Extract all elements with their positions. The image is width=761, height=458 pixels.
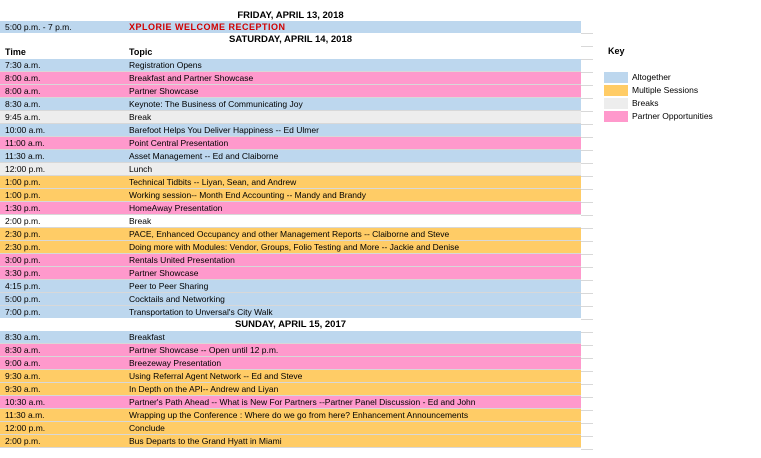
topic-cell[interactable]: HomeAway Presentation — [129, 203, 223, 213]
grid-cell[interactable] — [581, 346, 593, 359]
time-cell[interactable]: 2:00 p.m. — [5, 216, 41, 226]
topic-cell[interactable]: Cocktails and Networking — [129, 294, 225, 304]
time-cell[interactable]: 12:00 p.m. — [5, 423, 46, 433]
time-cell[interactable]: 2:30 p.m. — [5, 242, 41, 252]
key-swatch — [604, 85, 628, 96]
table-row[interactable] — [0, 331, 581, 344]
key-title[interactable]: Key — [608, 46, 625, 56]
topic-cell[interactable]: Conclude — [129, 423, 165, 433]
time-cell[interactable]: 8:30 a.m. — [5, 345, 41, 355]
time-cell[interactable]: 9:45 a.m. — [5, 112, 41, 122]
table-row[interactable] — [0, 72, 581, 85]
grid-cell[interactable] — [581, 320, 593, 333]
table-row[interactable] — [0, 98, 581, 111]
grid-cell[interactable] — [581, 281, 593, 294]
topic-cell[interactable]: Barefoot Helps You Deliver Happiness -- Ed Ulmer — [129, 125, 319, 135]
table-row[interactable] — [0, 59, 581, 72]
grid-cell[interactable] — [581, 294, 593, 307]
grid-cell[interactable] — [581, 242, 593, 255]
time-cell[interactable]: 2:30 p.m. — [5, 229, 41, 239]
table-row[interactable] — [0, 383, 581, 396]
table-row[interactable] — [0, 137, 581, 150]
time-cell[interactable]: 9:00 a.m. — [5, 358, 41, 368]
grid-cell[interactable] — [581, 112, 593, 125]
time-cell[interactable]: 10:30 a.m. — [5, 397, 46, 407]
grid-cell[interactable] — [581, 216, 593, 229]
time-cell[interactable]: 12:00 p.m. — [5, 164, 46, 174]
grid-cell[interactable] — [581, 424, 593, 437]
topic-cell[interactable]: Partner Showcase — [129, 86, 199, 96]
key-label: Altogether — [632, 72, 671, 82]
topic-cell[interactable]: Partner's Path Ahead -- What is New For Partners --Partner Panel Discussion - Ed and John — [129, 397, 476, 407]
topic-cell[interactable]: Break — [129, 112, 152, 122]
key-item[interactable] — [604, 71, 754, 84]
table-row[interactable] — [0, 344, 581, 357]
topic-cell[interactable]: Peer to Peer Sharing — [129, 281, 209, 291]
table-row[interactable] — [0, 228, 581, 241]
grid-cell[interactable] — [581, 307, 593, 320]
day-header-saturday[interactable]: SATURDAY, APRIL 14, 2018 — [0, 33, 581, 46]
time-cell[interactable]: 4:15 p.m. — [5, 281, 41, 291]
table-row[interactable] — [0, 396, 581, 409]
time-cell[interactable]: 3:00 p.m. — [5, 255, 41, 265]
topic-cell[interactable]: Registration Opens — [129, 60, 202, 70]
topic-cell[interactable]: Doing more with Modules: Vendor, Groups, Folio Testing and More -- Jackie and Denise — [129, 242, 460, 252]
grid-cell[interactable] — [581, 398, 593, 411]
time-cell[interactable]: 1:30 p.m. — [5, 203, 41, 213]
table-row[interactable] — [0, 241, 581, 254]
topic-cell[interactable]: Rentals United Presentation — [129, 255, 235, 265]
topic-cell[interactable]: Partner Showcase -- Open until 12 p.m. — [129, 345, 279, 355]
time-cell[interactable]: 8:00 a.m. — [5, 86, 41, 96]
time-cell[interactable]: 7:30 a.m. — [5, 60, 41, 70]
time-cell[interactable]: 3:30 p.m. — [5, 268, 41, 278]
table-row[interactable] — [0, 124, 581, 137]
grid-cell[interactable] — [581, 385, 593, 398]
time-cell[interactable]: 11:30 a.m. — [5, 151, 45, 161]
table-row[interactable] — [0, 267, 581, 280]
topic-cell[interactable]: Technical Tidbits -- Liyan, Sean, and Andrew — [129, 177, 297, 187]
blank-area — [581, 0, 761, 9]
table-row[interactable] — [0, 85, 581, 98]
grid-cell[interactable] — [581, 190, 593, 203]
key-label: Breaks — [632, 98, 659, 108]
key-label: Multiple Sessions — [632, 85, 699, 95]
grid-cell[interactable] — [581, 60, 593, 73]
column-header-time[interactable]: Time — [5, 47, 26, 57]
table-row[interactable] — [0, 111, 581, 124]
time-cell[interactable]: 7:00 p.m. — [5, 307, 41, 317]
grid-cell[interactable] — [581, 99, 593, 112]
table-row[interactable] — [0, 163, 581, 176]
day-header-sunday[interactable]: SUNDAY, APRIL 15, 2017 — [0, 318, 581, 331]
topic-cell[interactable]: Breezeway Presentation — [129, 358, 222, 368]
time-cell[interactable]: 9:30 a.m. — [5, 384, 41, 394]
table-row[interactable] — [0, 189, 581, 202]
grid-cell[interactable] — [581, 21, 593, 34]
key-item[interactable] — [604, 97, 754, 110]
topic-cell[interactable]: Working session-- Month End Accounting -- Mandy and Brandy — [129, 190, 367, 200]
table-row[interactable] — [0, 435, 581, 448]
grid-cell[interactable] — [581, 47, 593, 60]
key-label: Partner Opportunities — [632, 111, 713, 121]
time-cell[interactable]: 10:00 a.m. — [5, 125, 46, 135]
grid-cell[interactable] — [581, 86, 593, 99]
topic-cell[interactable]: Using Referral Agent Network -- Ed and Steve — [129, 371, 303, 381]
topic-cell[interactable]: Break — [129, 216, 152, 226]
grid-cell[interactable] — [581, 73, 593, 86]
topic-cell[interactable]: Point Central Presentation — [129, 138, 229, 148]
table-row[interactable] — [0, 280, 581, 293]
time-cell[interactable]: 5:00 p.m. — [5, 294, 41, 304]
column-header-row — [0, 46, 581, 59]
time-cell[interactable]: 2:00 p.m. — [5, 436, 41, 446]
topic-cell[interactable]: Partner Showcase — [129, 268, 199, 278]
table-row[interactable] — [0, 370, 581, 383]
topic-cell[interactable]: Asset Management -- Ed and Claiborne — [129, 151, 279, 161]
table-row[interactable] — [0, 293, 581, 306]
topic-cell[interactable]: Bus Departs to the Grand Hyatt in Miami — [129, 436, 282, 446]
time-cell[interactable]: 9:30 a.m. — [5, 371, 41, 381]
grid-cell[interactable] — [581, 151, 593, 164]
topic-cell[interactable]: Wrapping up the Conference : Where do we go from here? Enhancement Announcements — [129, 410, 469, 420]
table-row[interactable] — [0, 422, 581, 435]
grid-cell[interactable] — [581, 268, 593, 281]
time-cell[interactable]: 8:30 a.m. — [5, 99, 41, 109]
grid-cell[interactable] — [581, 34, 593, 47]
table-row[interactable] — [0, 254, 581, 267]
table-row[interactable] — [0, 409, 581, 422]
table-row[interactable] — [0, 215, 581, 228]
time-cell[interactable]: 11:30 a.m. — [5, 410, 45, 420]
grid-cell[interactable] — [581, 359, 593, 372]
time-cell[interactable]: 8:30 a.m. — [5, 332, 41, 342]
key-swatch — [604, 72, 628, 83]
table-row[interactable] — [0, 176, 581, 189]
grid-cell[interactable] — [581, 125, 593, 138]
table-row[interactable] — [0, 150, 581, 163]
grid-cell[interactable] — [581, 138, 593, 151]
table-row[interactable] — [0, 202, 581, 215]
grid-cell[interactable] — [581, 372, 593, 385]
topic-cell[interactable]: In Depth on the API-- Andrew and Liyan — [129, 384, 279, 394]
time-cell[interactable]: 1:00 p.m. — [5, 190, 41, 200]
grid-cell[interactable] — [581, 177, 593, 190]
grid-cell[interactable] — [581, 255, 593, 268]
key-item[interactable] — [604, 110, 754, 123]
topic-cell[interactable]: Breakfast and Partner Showcase — [129, 73, 254, 83]
grid-cell[interactable] — [581, 333, 593, 346]
topic-cell[interactable]: Transportation to Unversal's City Walk — [129, 307, 273, 317]
grid-cell[interactable] — [581, 411, 593, 424]
topic-cell[interactable]: XPLORIE WELCOME RECEPTION — [129, 22, 286, 32]
key-swatch — [604, 111, 628, 122]
time-cell[interactable]: 1:00 p.m. — [5, 177, 41, 187]
time-cell[interactable]: 8:00 a.m. — [5, 73, 41, 83]
time-cell[interactable]: 5:00 p.m. - 7 p.m. — [5, 22, 72, 32]
grid-cell[interactable] — [581, 437, 593, 450]
key-item[interactable] — [604, 84, 754, 97]
grid-cell[interactable] — [581, 164, 593, 177]
column-header-topic[interactable]: Topic — [129, 47, 153, 57]
key-swatch — [604, 98, 628, 109]
topic-cell[interactable]: PACE, Enhanced Occupancy and other Management Reports -- Claiborne and Steve — [129, 229, 450, 239]
topic-cell[interactable]: Keynote: The Business of Communicating Joy — [129, 99, 303, 109]
table-row[interactable] — [0, 357, 581, 370]
time-cell[interactable]: 11:00 a.m. — [5, 138, 45, 148]
grid-cell[interactable] — [581, 229, 593, 242]
topic-cell[interactable]: Lunch — [129, 164, 153, 174]
topic-cell[interactable]: Breakfast — [129, 332, 165, 342]
day-header-friday[interactable]: FRIDAY, APRIL 13, 2018 — [0, 9, 581, 22]
grid-cell[interactable] — [581, 203, 593, 216]
